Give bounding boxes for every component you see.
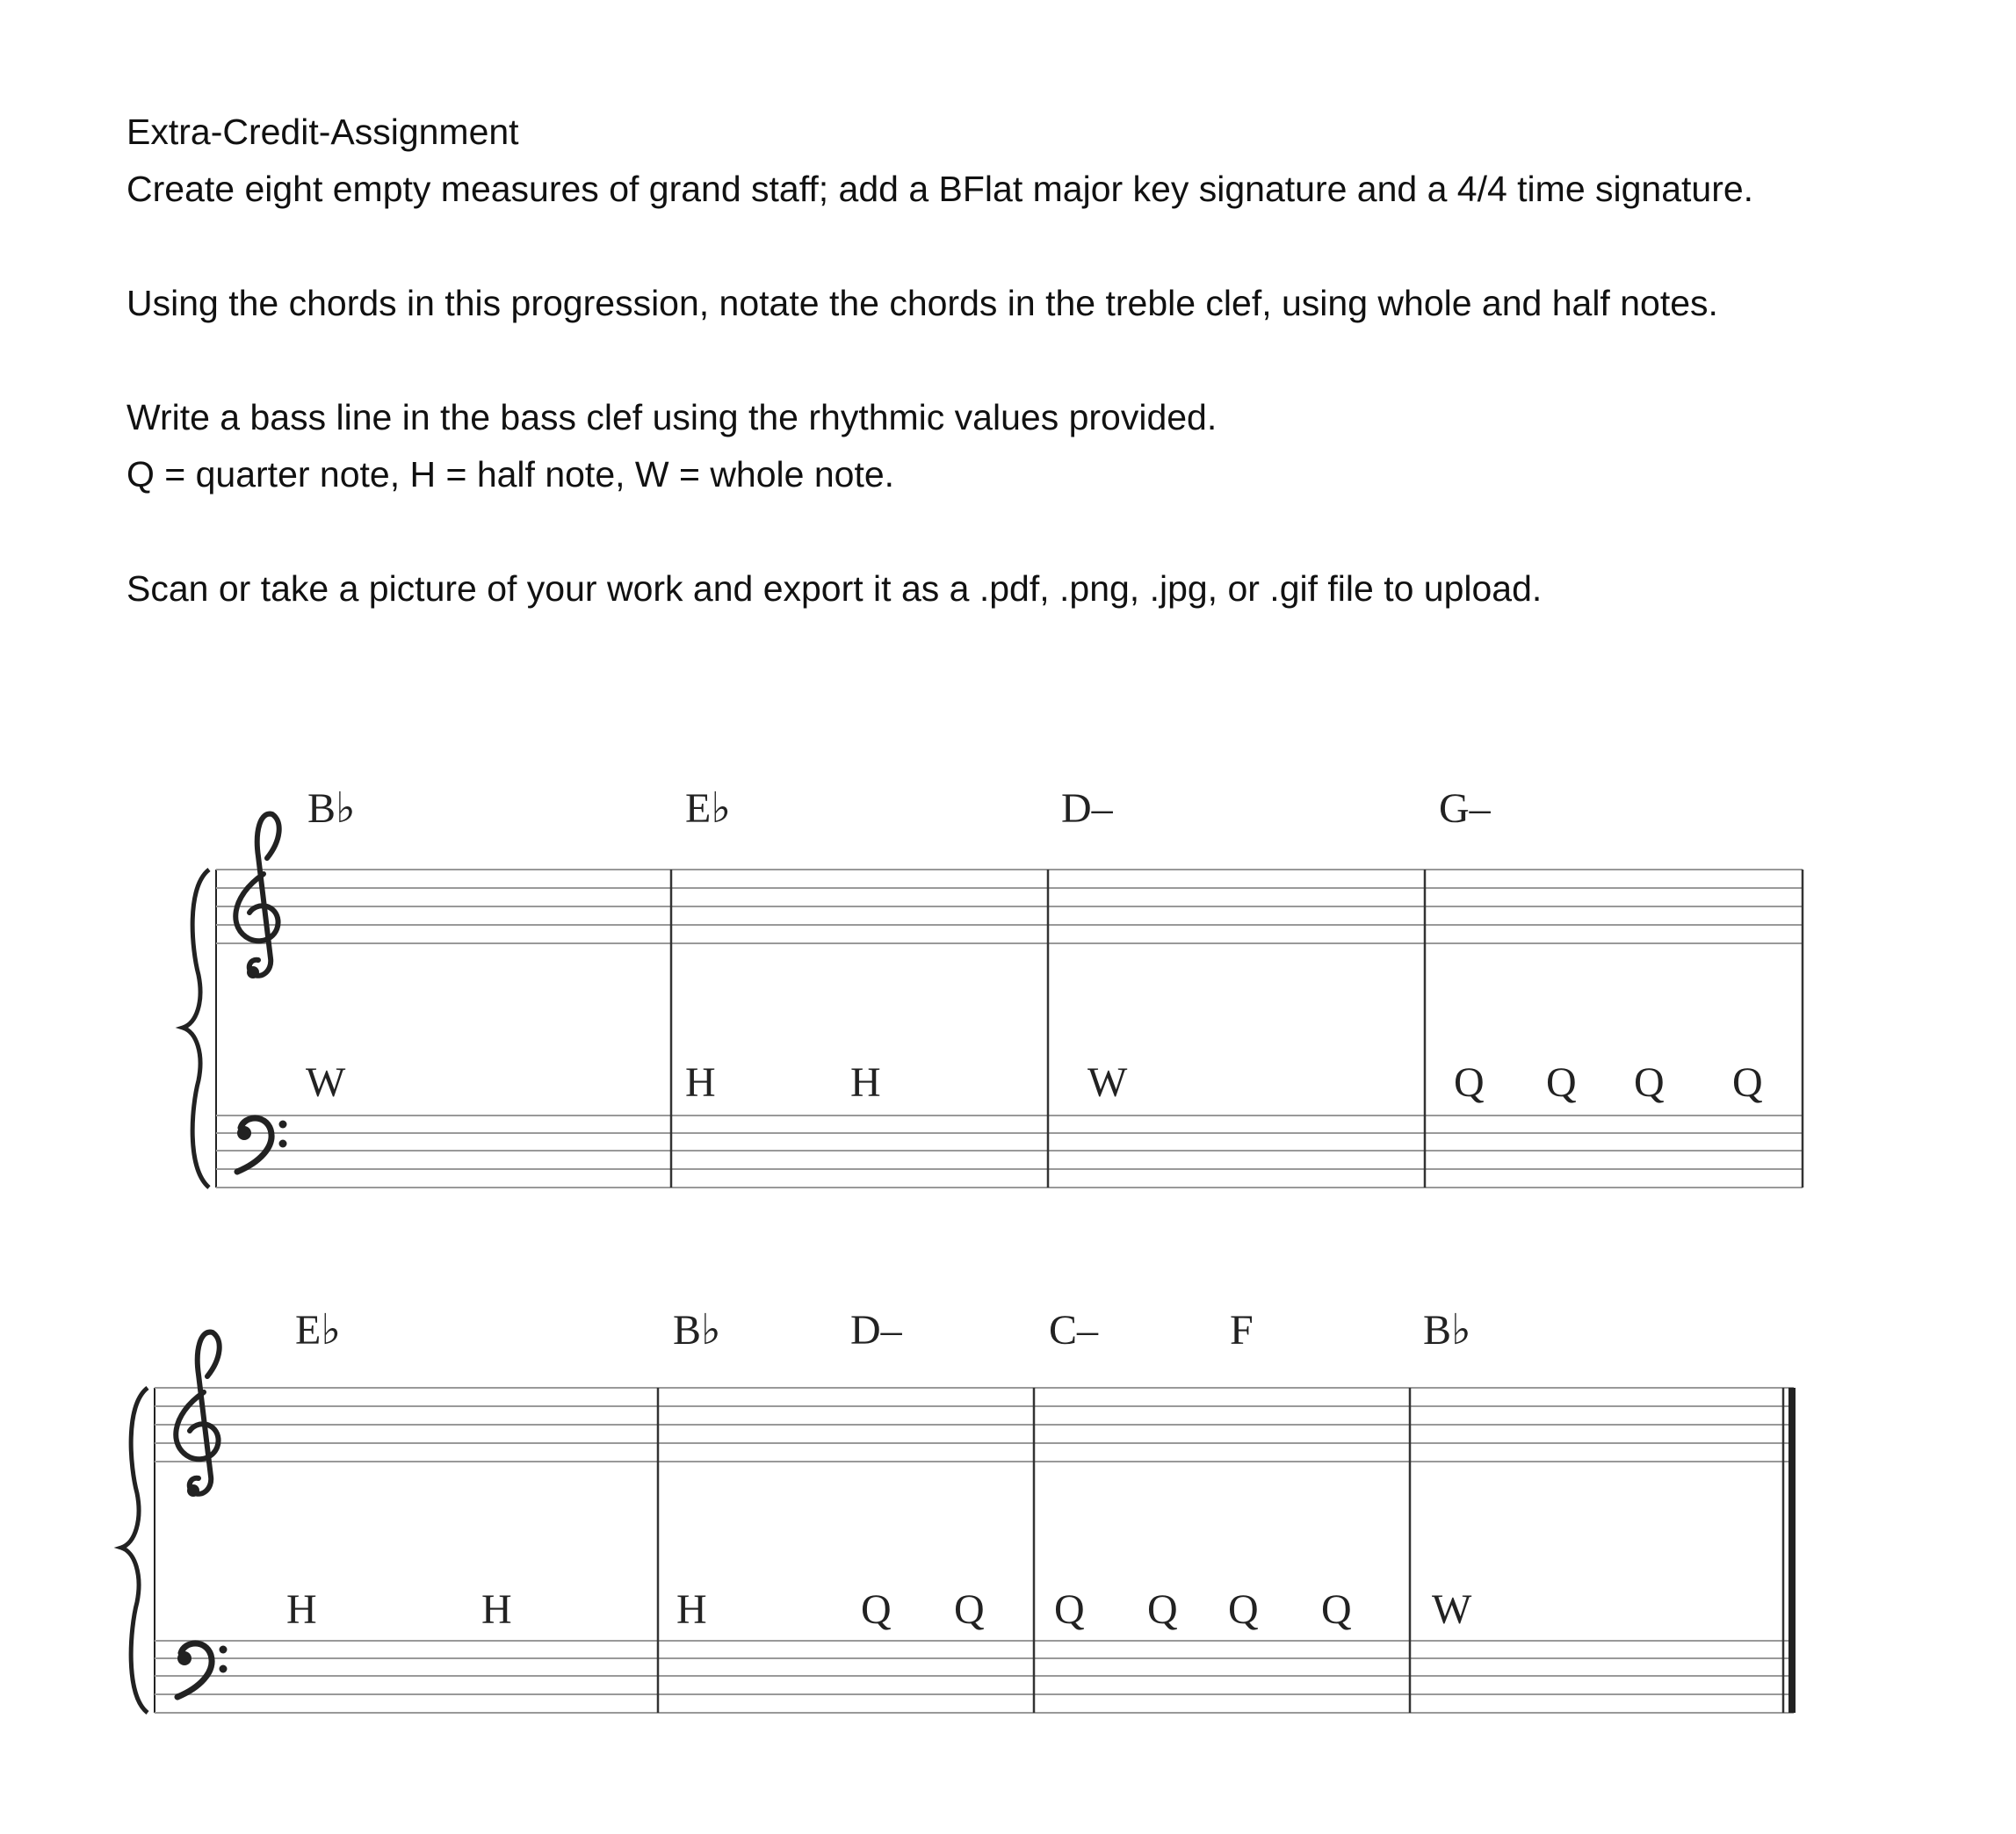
instruction-line-4: Q = quarter note, H = half note, W = whole note. bbox=[126, 454, 895, 495]
rhythm-value: Q bbox=[954, 1586, 985, 1633]
rhythm-value: Q bbox=[1054, 1586, 1085, 1633]
assignment-title: Extra-Credit-Assignment bbox=[126, 112, 519, 152]
bass-staff bbox=[216, 1116, 1803, 1188]
rhythm-value: Q bbox=[1228, 1586, 1259, 1633]
grand-staff-system-1 bbox=[183, 785, 1803, 1188]
final-barline bbox=[1788, 1388, 1796, 1713]
barlines bbox=[658, 1388, 1783, 1713]
rhythm-value: Q bbox=[861, 1586, 892, 1633]
treble-staff bbox=[216, 870, 1803, 943]
treble-clef-icon bbox=[235, 814, 278, 978]
brace-icon bbox=[183, 870, 209, 1188]
rhythm-value: H bbox=[286, 1586, 317, 1633]
instruction-line-2: Using the chords in this progression, notate the chords in the treble clef, using whole and half notes. bbox=[126, 283, 1718, 323]
bass-clef-icon bbox=[237, 1118, 287, 1172]
instruction-line-5: Scan or take a picture of your work and export it as a .pdf, .png, .jpg, or .gif file to upload. bbox=[126, 568, 1543, 609]
rhythm-value: W bbox=[306, 1059, 346, 1106]
chord-symbol: C– bbox=[1049, 1307, 1099, 1354]
rhythm-value: W bbox=[1432, 1586, 1472, 1633]
chord-symbol: E♭ bbox=[295, 1307, 341, 1354]
chord-symbol: G– bbox=[1439, 785, 1491, 832]
chord-symbol: D– bbox=[850, 1307, 902, 1354]
treble-clef-icon bbox=[176, 1332, 219, 1497]
treble-staff bbox=[155, 1388, 1794, 1462]
chord-symbol: B♭ bbox=[1423, 1307, 1471, 1354]
barlines bbox=[671, 870, 1803, 1188]
rhythm-value: Q bbox=[1321, 1586, 1352, 1633]
bass-staff bbox=[155, 1641, 1794, 1713]
rhythm-value: Q bbox=[1732, 1059, 1763, 1106]
bass-clef-icon bbox=[177, 1643, 228, 1697]
rhythm-value: Q bbox=[1546, 1059, 1577, 1106]
rhythm-value: H bbox=[676, 1586, 707, 1633]
chord-symbol: D– bbox=[1061, 785, 1113, 832]
grand-staff-system-2 bbox=[121, 1307, 1796, 1713]
rhythm-value: H bbox=[685, 1059, 716, 1106]
brace-icon bbox=[121, 1388, 148, 1713]
rhythm-value: Q bbox=[1634, 1059, 1665, 1106]
instruction-line-3: Write a bass line in the bass clef using the rhythmic values provided. bbox=[126, 397, 1218, 437]
chord-symbol: F bbox=[1230, 1307, 1254, 1354]
chord-symbol: E♭ bbox=[685, 785, 731, 832]
rhythm-value: H bbox=[481, 1586, 512, 1633]
rhythm-value: W bbox=[1087, 1059, 1128, 1106]
chord-symbol: B♭ bbox=[307, 785, 356, 832]
rhythm-value: Q bbox=[1147, 1586, 1178, 1633]
instruction-line-1: Create eight empty measures of grand staff; add a BFlat major key signature and a 4/4 time signature. bbox=[126, 169, 1754, 209]
chord-symbol: B♭ bbox=[673, 1307, 721, 1354]
rhythm-value: Q bbox=[1454, 1059, 1485, 1106]
rhythm-value: H bbox=[850, 1059, 881, 1106]
